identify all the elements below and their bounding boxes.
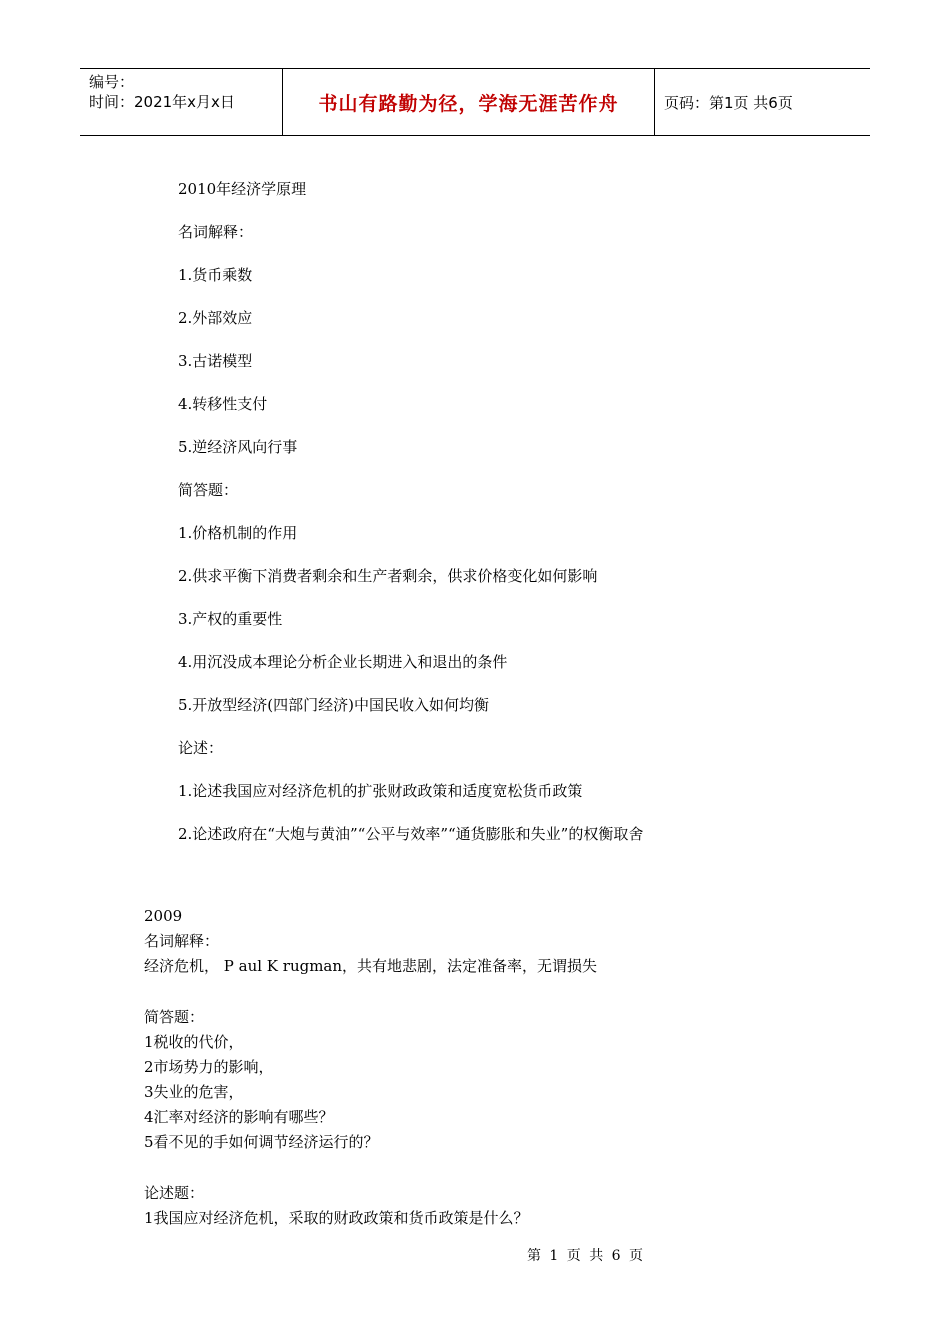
terms-heading: 名词解释： (178, 223, 254, 241)
list-item: 3.产权的重要性 (178, 610, 283, 628)
section-year: 2009 (144, 907, 183, 925)
list-item: 3失业的危害， (144, 1083, 244, 1101)
section-title: 2010年经济学原理 (178, 180, 307, 198)
list-item: 1.价格机制的作用 (178, 524, 298, 542)
header-motto: 书山有路勤为径，学海无涯苦作舟 (282, 69, 655, 135)
document-time-label: 时间：2021年x月x日 (89, 93, 235, 111)
spacer (144, 979, 864, 1005)
list-item: 2.外部效应 (178, 309, 253, 327)
list-item: 1我国应对经济危机，采取的财政政策和货币政策是什么？ (144, 1209, 529, 1227)
list-item: 4.转移性支付 (178, 395, 268, 413)
list-item: 1.货币乘数 (178, 266, 253, 284)
list-item: 2.供求平衡下消费者剩余和生产者剩余，供求价格变化如何影响 (178, 567, 598, 585)
list-item: 2.论述政府在“大炮与黄油”“公平与效率”“通货膨胀和失业”的权衡取舍 (178, 825, 644, 843)
list-item: 1税收的代价， (144, 1033, 244, 1051)
essay-heading: 论述： (178, 739, 224, 757)
page-footer: 第 1 页 共 6 页 (526, 1248, 646, 1264)
list-item: 4汇率对经济的影响有哪些？ (144, 1108, 334, 1126)
list-item: 5.开放型经济(四部门经济)中国民收入如何均衡 (178, 696, 490, 714)
list-item: 1.论述我国应对经济危机的扩张财政政策和适度宽松货币政策 (178, 782, 583, 800)
list-item: 5看不见的手如何调节经济运行的？ (144, 1133, 379, 1151)
terms-line: 经济危机， P aul K rugman，共有地悲剧，法定准备率，无谓损失 (144, 957, 598, 975)
list-item: 5.逆经济风向行事 (178, 438, 298, 456)
list-item: 3.古诺模型 (178, 352, 253, 370)
page-header (80, 68, 870, 136)
section-2010 (178, 176, 878, 864)
header-page-info: 页码：第1页 共6页 (664, 93, 793, 112)
terms-heading: 名词解释： (144, 932, 220, 950)
list-item: 2市场势力的影响， (144, 1058, 274, 1076)
section-2009 (144, 904, 864, 1231)
document-number-label: 编号： (89, 73, 135, 91)
header-meta (80, 69, 282, 135)
short-answer-heading: 简答题： (144, 1008, 205, 1026)
essay-heading: 论述题： (144, 1184, 205, 1202)
short-answer-heading: 简答题： (178, 481, 239, 499)
list-item: 4.用沉没成本理论分析企业长期进入和退出的条件 (178, 653, 508, 671)
spacer (144, 1155, 864, 1181)
